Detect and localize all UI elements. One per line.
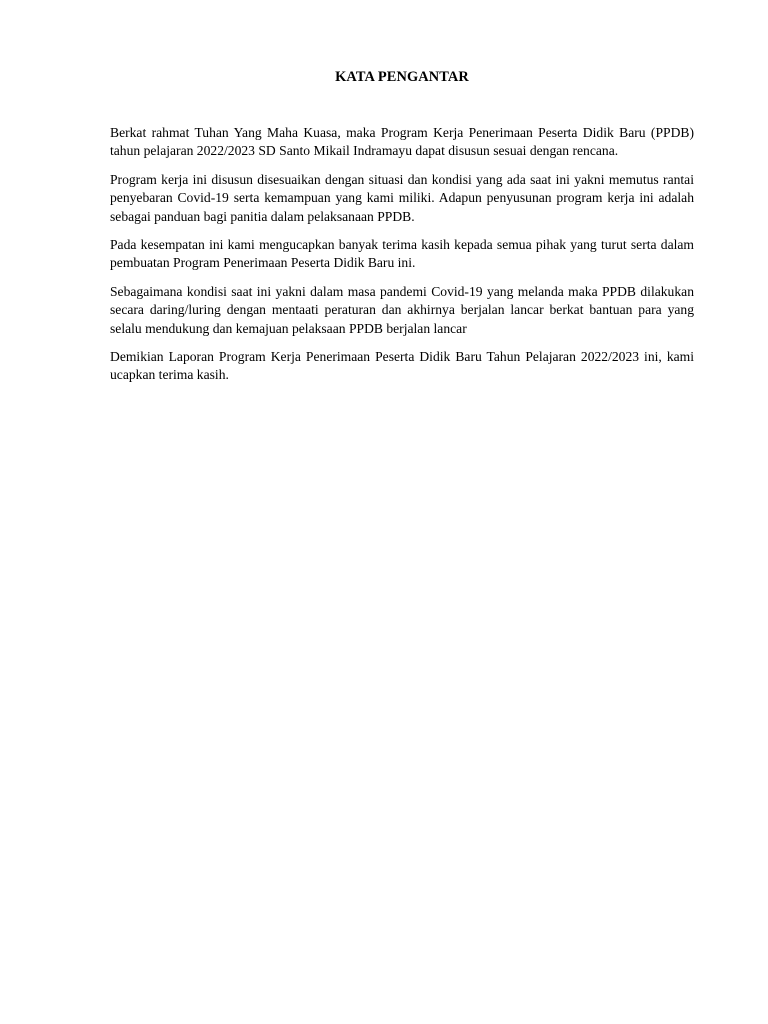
paragraph-5: Demikian Laporan Program Kerja Penerimaan Peserta Didik Baru Tahun Pelajaran 2022/2023 ini, kami ucapkan terima kasih. (110, 349, 694, 383)
paragraph-3: Pada kesempatan ini kami mengucapkan banyak terima kasih kepada semua pihak yang turut serta dalam pembuatan Program Penerimaan Peserta Didik Baru ini. (110, 237, 694, 271)
page-title: KATA PENGANTAR (335, 69, 469, 85)
paragraph-2: Program kerja ini disusun disesuaikan dengan situasi dan kondisi yang ada saat ini yakni memutus rantai penyebaran Covid-19 serta kemampuan yang kami miliki. Adapun penyusunan program kerja ini adalah sebagai panduan bagi panitia dalam pelaksanaan PPDB. (110, 171, 694, 224)
paragraph-4: Sebagaimana kondisi saat ini yakni dalam masa pandemi Covid-19 yang melanda maka PPDB dilakukan secara daring/luring dengan mentaati peraturan dan akhirnya berjalan lancar berkat bantuan para yang selalu mendukung dan kemajuan pelaksaan PPDB berjalan lancar (110, 283, 694, 336)
document-body (110, 124, 694, 395)
paragraph-1: Berkat rahmat Tuhan Yang Maha Kuasa, maka Program Kerja Penerimaan Peserta Didik Baru (PPDB) tahun pelajaran 2022/2023 SD Santo Mikail Indramayu dapat disusun sesuai dengan rencana. (110, 125, 694, 159)
